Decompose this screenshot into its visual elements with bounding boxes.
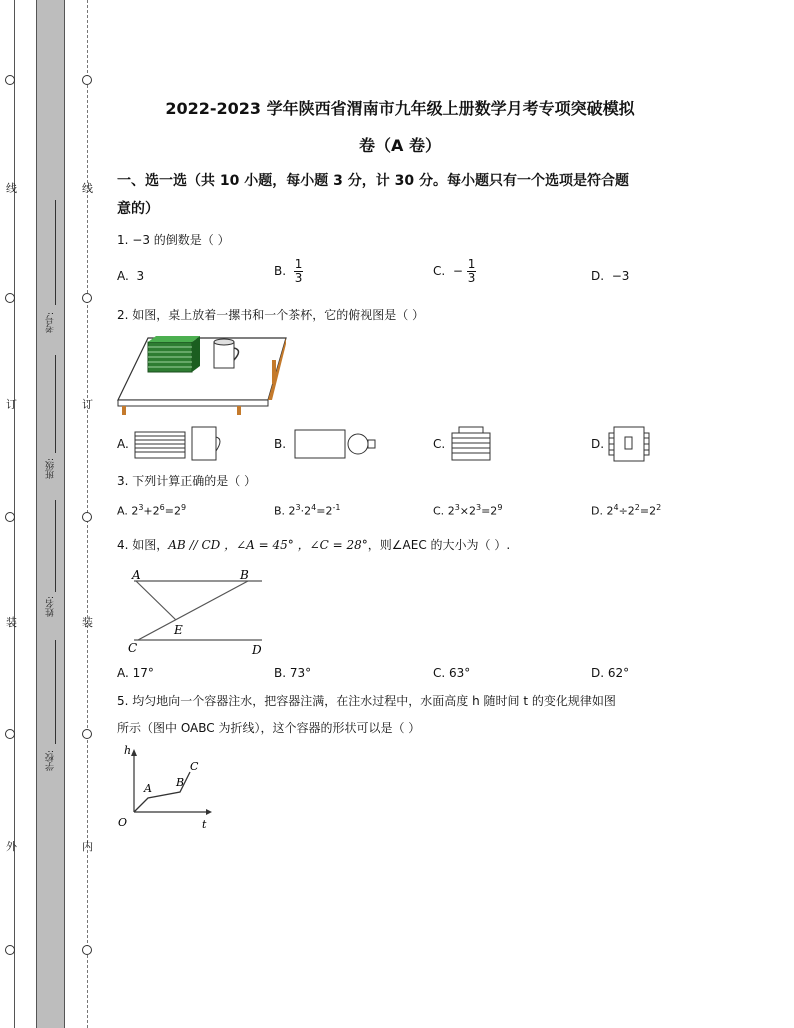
question-5-stem-line1: 5. 均匀地向一个容器注水，把容器注满，在注水过程中，水面高度 h 随时间 t 的变化规律如图	[117, 694, 616, 708]
expr-base: =2	[639, 504, 657, 518]
option-label: D.	[591, 504, 603, 518]
question-2-option-b-figure[interactable]	[294, 428, 378, 462]
document-title-line1: 2022-2023 学年陕西省渭南市九年级上册数学月考专项突破模拟	[165, 99, 635, 118]
height-time-graph	[114, 744, 216, 832]
point-label-d: D	[252, 643, 262, 657]
school-field[interactable]	[55, 640, 56, 744]
segment-ae	[136, 581, 176, 620]
margin-char-ding-inner: 订	[82, 398, 93, 411]
hole-circle	[5, 729, 15, 739]
question-3-option-c[interactable]	[433, 503, 502, 518]
table-books-cup-figure	[116, 330, 288, 420]
question-2-option-a-figure[interactable]	[134, 425, 226, 463]
h-axis-arrow	[131, 749, 137, 756]
option-label: B.	[274, 504, 286, 518]
question-2-option-d-label[interactable]: D.	[591, 437, 605, 451]
expr-exponent: 2	[656, 503, 662, 512]
margin-char-xian-outer: 线	[6, 182, 17, 195]
margin-char-xian-inner: 线	[82, 182, 93, 195]
exam-number-label: 考号:	[46, 312, 56, 334]
expr-base: +2	[143, 504, 160, 518]
option-label: A.	[117, 269, 129, 283]
expr-base: 2	[131, 504, 139, 518]
parallel-lines-figure	[122, 566, 272, 658]
fraction-denominator: 3	[467, 271, 476, 285]
expr-exponent: 9	[180, 503, 187, 512]
margin-char-zhuang-inner: 装	[82, 616, 93, 629]
school-label: 学校:	[46, 750, 56, 772]
option-label: C.	[433, 504, 445, 518]
question-3-stem: 3. 下列计算正确的是（ ）	[117, 474, 257, 488]
segment-bc	[138, 581, 248, 640]
question-4-option-d[interactable]: D. 62°	[591, 666, 630, 680]
name-label: 姓名:	[46, 596, 56, 618]
axis-label-h: h	[124, 744, 132, 757]
hole-circle	[5, 293, 15, 303]
fraction	[467, 258, 477, 285]
margin-char-nei: 内	[82, 840, 93, 853]
stem-text: 4. 如图，	[117, 538, 169, 552]
exam-number-field[interactable]	[55, 200, 56, 305]
name-field[interactable]	[55, 500, 56, 592]
t-axis-arrow	[206, 809, 212, 815]
hole-circle	[82, 293, 92, 303]
expr-base: 2	[288, 504, 296, 518]
expr-exponent: 3	[476, 503, 482, 512]
question-1-option-c[interactable]	[433, 258, 476, 285]
question-2-option-c-figure[interactable]	[451, 425, 493, 463]
question-4-option-a[interactable]: A. 17°	[117, 666, 154, 680]
section-header-line1: 一、选一选（共 10 小题，每小题 3 分，计 30 分。每小题只有一个选项是符合题	[117, 173, 629, 189]
expr-base: =2	[481, 504, 498, 518]
point-label-a: A	[132, 568, 141, 582]
expr-base: 2	[447, 504, 455, 518]
fraction-numerator: 1	[294, 257, 303, 271]
option-value: 3	[136, 269, 145, 283]
fraction-denominator: 3	[294, 271, 303, 285]
axis-label-t: t	[202, 818, 207, 831]
point-label-b: B	[240, 568, 249, 582]
question-2-option-b-label[interactable]: B.	[274, 437, 287, 451]
question-2-option-a-label[interactable]: A.	[117, 437, 129, 451]
question-2-option-d-figure[interactable]	[608, 425, 652, 463]
table-leg	[237, 406, 241, 415]
option-label: A.	[117, 504, 128, 518]
margin-char-ding-outer: 订	[6, 398, 17, 411]
stem-math: AB // CD ，∠A = 45° ，∠C = 28°	[168, 538, 368, 552]
fraction	[294, 258, 304, 285]
expr-exponent: 3	[454, 503, 460, 512]
expr-base: ·2	[300, 504, 312, 518]
hole-circle	[82, 729, 92, 739]
question-1-option-b[interactable]	[274, 258, 303, 285]
origin-label-o: O	[118, 816, 128, 829]
question-1-option-a[interactable]	[117, 269, 144, 283]
fraction-numerator: 1	[467, 257, 476, 271]
question-1-stem: 1. −3 的倒数是（ ）	[117, 233, 230, 247]
expr-exponent: 6	[159, 503, 165, 512]
hole-circle	[82, 512, 92, 522]
expr-exponent: 2	[634, 503, 640, 512]
question-2-stem: 2. 如图，桌上放着一摞书和一个茶杯，它的俯视图是（ ）	[117, 308, 425, 322]
expr-exponent: 9	[497, 503, 503, 512]
hole-circle	[82, 945, 92, 955]
question-1-option-d[interactable]	[591, 269, 629, 283]
option-label: B.	[274, 264, 287, 278]
question-3-option-b[interactable]	[274, 503, 340, 518]
expr-base: =2	[164, 504, 181, 518]
expr-exponent: 3	[138, 503, 144, 512]
book-stack	[148, 336, 200, 372]
document-title-line2: 卷（A 卷）	[359, 136, 441, 155]
option-value: −3	[611, 269, 630, 283]
expr-base: =2	[316, 504, 333, 518]
point-label-c: C	[190, 760, 199, 773]
expr-exponent: 3	[295, 503, 301, 512]
hole-circle	[82, 75, 92, 85]
question-4-option-c[interactable]: C. 63°	[433, 666, 471, 680]
tabletop	[118, 338, 286, 400]
expr-exponent: -1	[332, 503, 341, 512]
tabletop-edge	[118, 400, 268, 406]
expr-exponent: 4	[613, 503, 619, 512]
question-3-option-d[interactable]	[591, 503, 661, 518]
point-label-a: A	[144, 782, 152, 795]
section-header-line2: 意的）	[117, 201, 159, 217]
expr-base: 2	[606, 504, 614, 518]
question-4-stem	[117, 536, 510, 554]
class-label: 班级:	[46, 458, 56, 480]
hole-circle	[5, 75, 15, 85]
point-label-c: C	[128, 641, 138, 655]
minus-sign: −	[452, 264, 463, 278]
question-2-option-c-label[interactable]: C.	[433, 437, 446, 451]
expr-base: ×2	[459, 504, 476, 518]
point-label-e: E	[174, 623, 183, 637]
expr-base: ÷2	[618, 504, 635, 518]
question-5-stem-line2: 所示（图中 OABC 为折线），这个容器的形状可以是（ ）	[117, 721, 421, 735]
margin-char-wai: 外	[6, 840, 17, 853]
hole-circle	[5, 945, 15, 955]
table-leg	[122, 406, 126, 415]
binding-strip	[36, 0, 64, 1028]
option-label: D.	[591, 269, 605, 283]
question-4-option-b[interactable]: B. 73°	[274, 666, 312, 680]
binding-strip-right-edge	[64, 0, 65, 1028]
hole-circle	[5, 512, 15, 522]
margin-char-zhuang-outer: 装	[6, 616, 17, 629]
stem-text: ，则∠AEC 的大小为（ ）.	[367, 538, 511, 552]
class-field[interactable]	[55, 355, 56, 453]
question-3-option-a[interactable]	[117, 503, 186, 518]
expr-exponent: 4	[311, 503, 317, 512]
binding-strip-left-edge	[36, 0, 37, 1028]
option-label: C.	[433, 264, 446, 278]
point-label-b: B	[176, 776, 185, 789]
